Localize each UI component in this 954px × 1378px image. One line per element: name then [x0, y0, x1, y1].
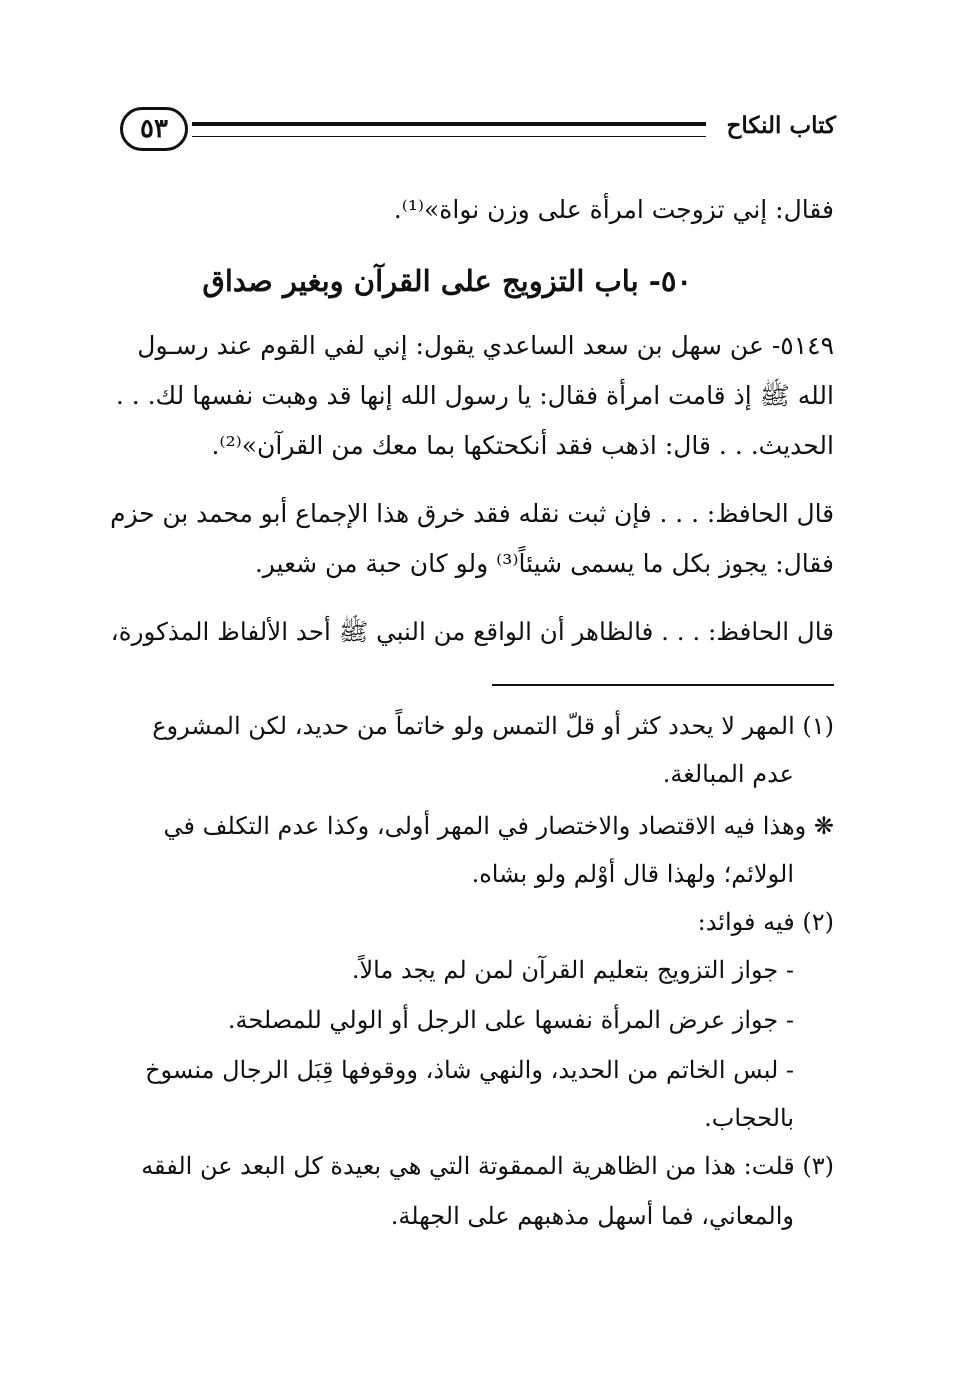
body-line: قال الحافظ: . . . فإن ثبت نقله فقد خرق هذا الإجماع أبو محمد بن حزم: [110, 499, 834, 528]
header-rule: [192, 122, 706, 137]
footnote-line: (٢) فيه فوائد:: [697, 908, 834, 936]
footnote-line: الولائم؛ ولهذا قال أوْلم ولو بشاه.: [471, 860, 794, 888]
footnote-line: - جواز التزويج بتعليم القرآن لمن لم يجد مالاً.: [351, 956, 794, 984]
footnote-line: عدم المبالغة.: [662, 760, 794, 788]
footnote-line: - جواز عرض المرأة نفسها على الرجل أو الولي للمصلحة.: [227, 1006, 794, 1034]
page-number: ٥٣: [120, 107, 188, 151]
section-heading: ٥٠- باب التزويج على القرآن وبغير صداق: [202, 264, 692, 298]
body-line: ٥١٤٩- عن سهل بن سعد الساعدي يقول: إني لفي القوم عند رسـول: [137, 331, 834, 360]
body-line: الله ﷺ إذ قامت امرأة فقال: يا رسول الله إنها قد وهبت نفسها لك. . .: [115, 381, 834, 410]
body-line: فقال: يجوز بكل ما يسمى شيئاً⁽³⁾ ولو كان حبة من شعير.: [254, 549, 834, 578]
footnote-line: - لبس الخاتم من الحديد، والنهي شاذ، ووقوفها قِبَل الرجال منسوخ: [145, 1056, 794, 1084]
body-line: الحديث. . . قال: اذهب فقد أنكحتكها بما معك من القرآن»⁽²⁾.: [211, 431, 834, 460]
footnote-separator: [492, 684, 834, 686]
body-line: قال الحافظ: . . . فالظاهر أن الواقع من النبي ﷺ أحد الألفاظ المذكورة،: [110, 617, 834, 646]
body-line: فقال: إني تزوجت امرأة على وزن نواة»⁽¹⁾.: [393, 195, 834, 224]
footnote-line: (٣) قلت: هذا من الظاهرية الممقوتة التي هي بعيدة كل البعد عن الفقه: [141, 1152, 834, 1180]
footnote-line: والمعاني، فما أسهل مذهبهم على الجهلة.: [390, 1202, 794, 1230]
running-head: كتاب النكاح: [726, 112, 836, 139]
footnote-line: بالحجاب.: [704, 1104, 794, 1132]
footnote-line: (١) المهر لا يحدد كثر أو قلّ التمس ولو خاتماً من حديد، لكن المشروع: [152, 712, 834, 740]
footnote-line: ❋ وهذا فيه الاقتصاد والاختصار في المهر أولى، وكذا عدم التكلف في: [163, 812, 834, 840]
